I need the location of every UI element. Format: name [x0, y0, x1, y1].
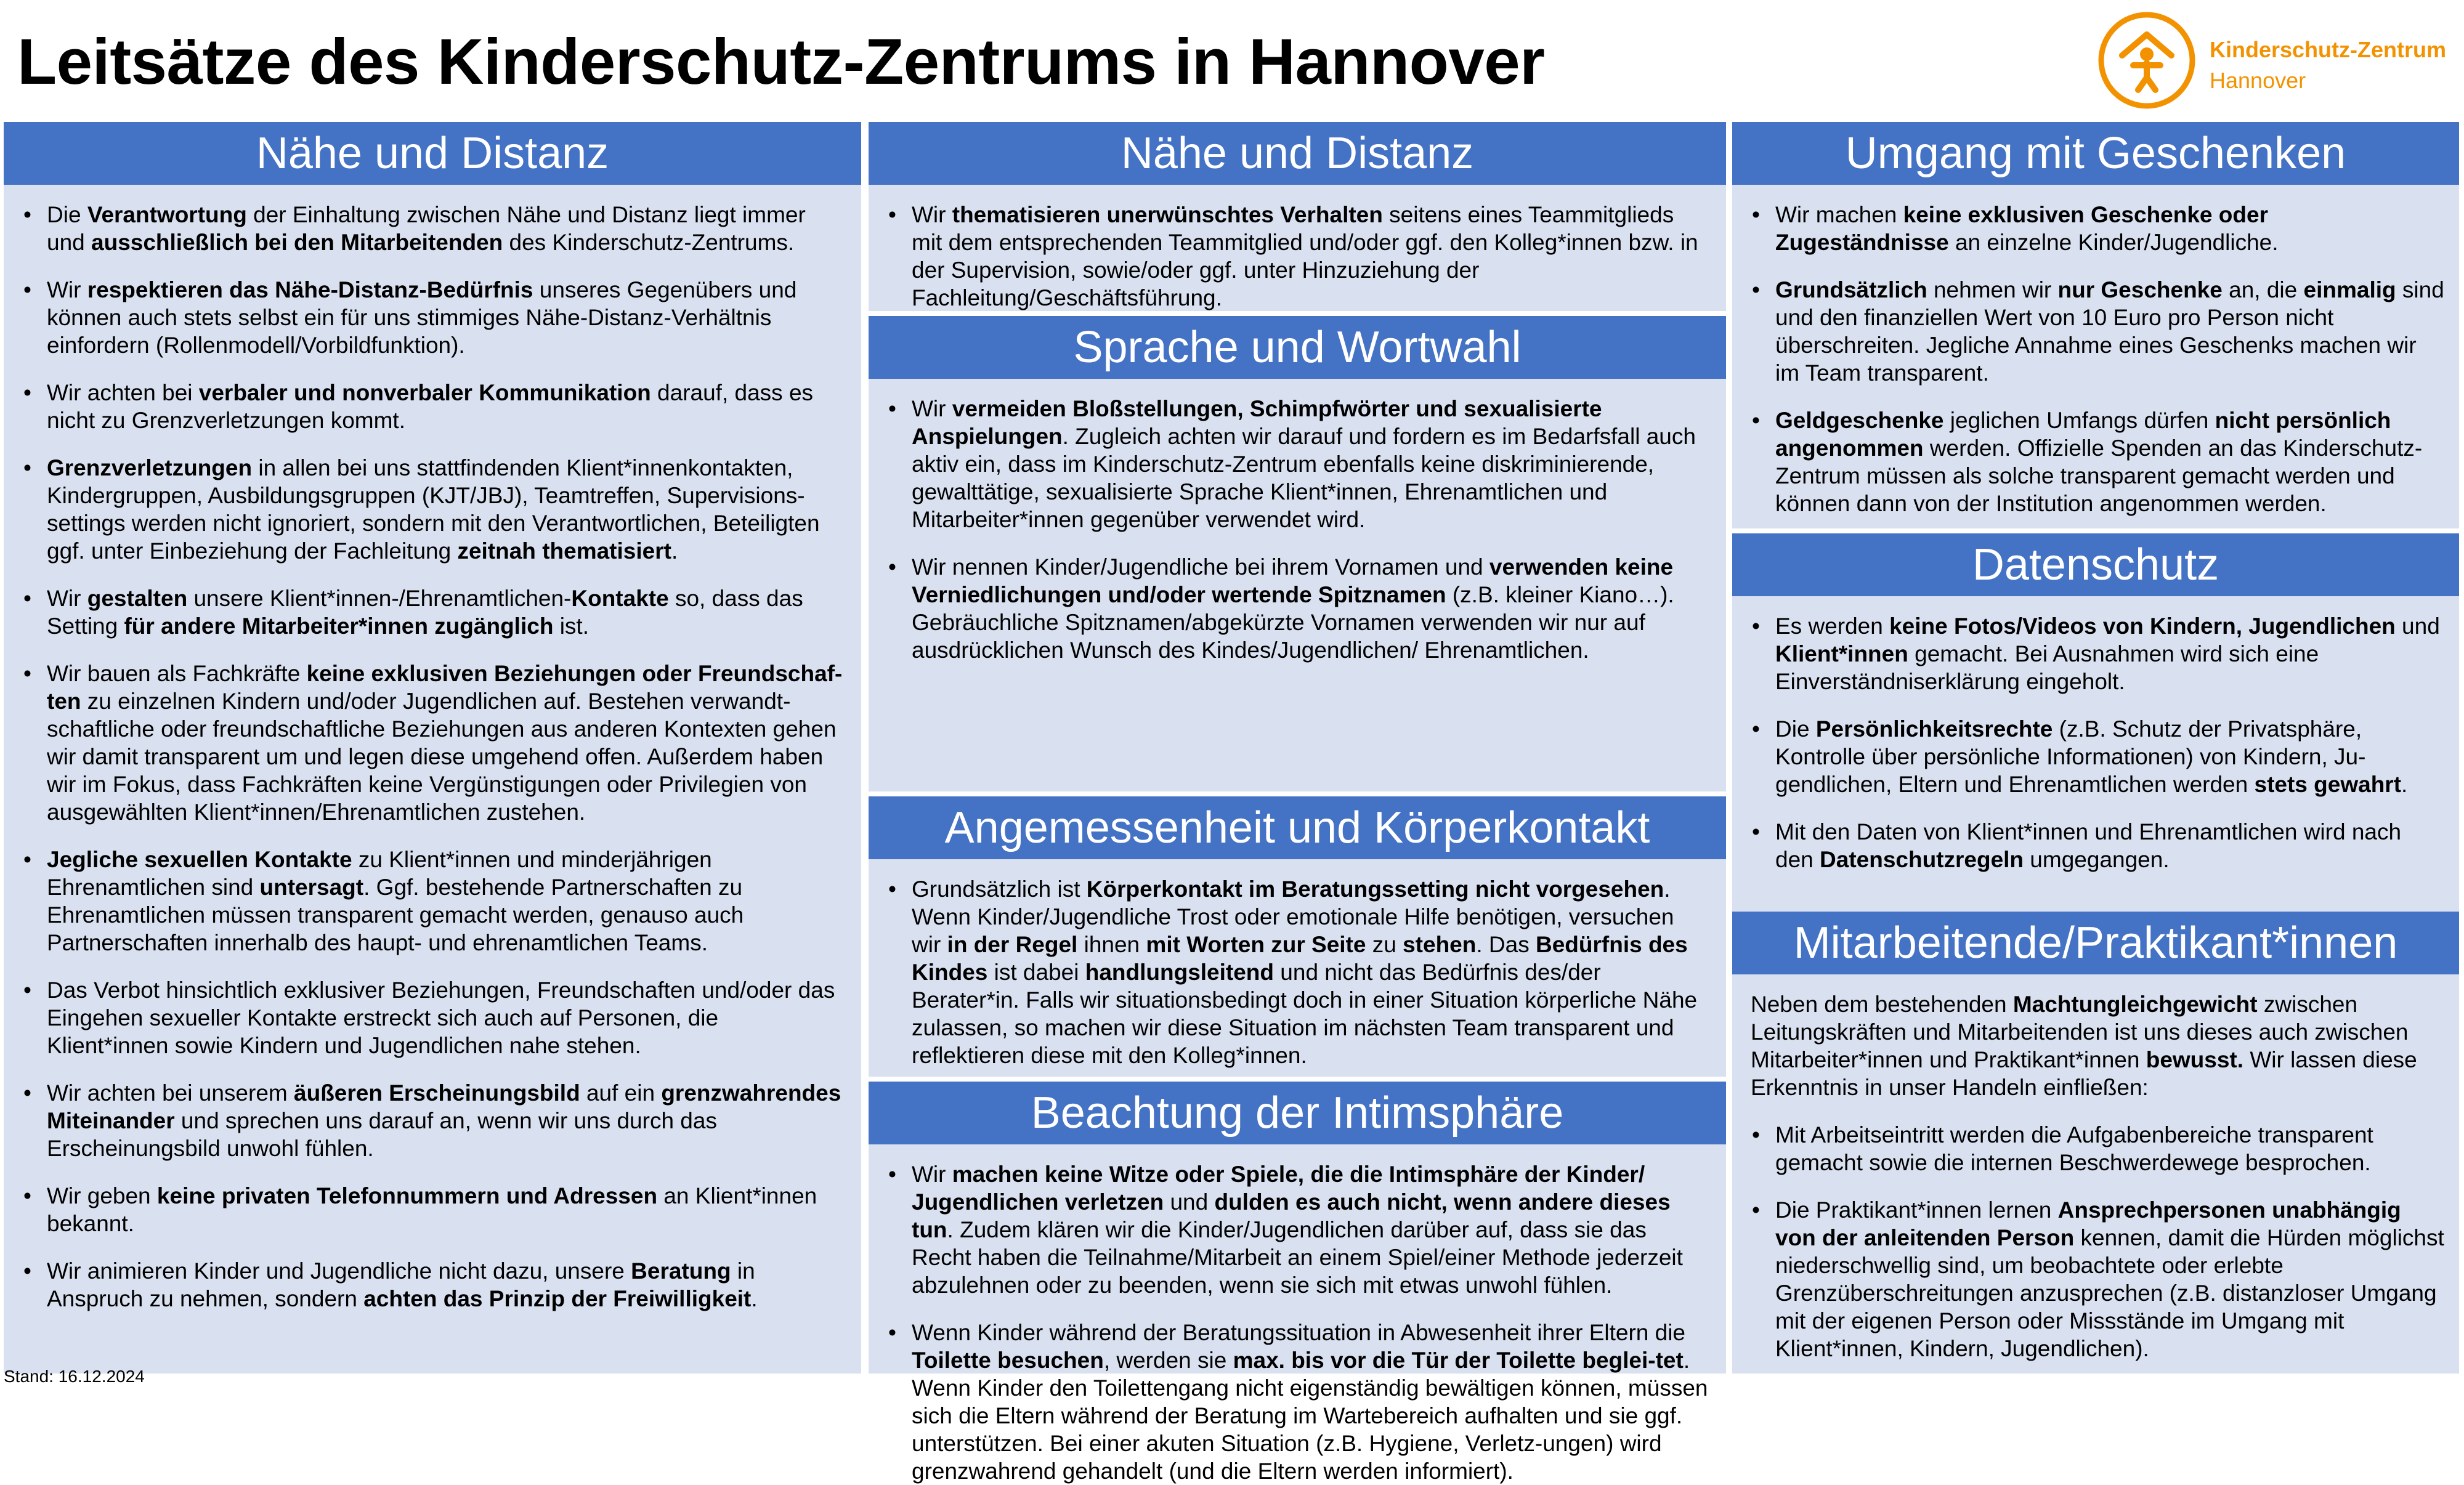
- bullet-list: [887, 875, 1709, 1069]
- body-text: nehmen wir: [1927, 277, 2058, 302]
- body-text: .: [671, 538, 678, 564]
- list-item: [887, 1319, 1709, 1485]
- body-text: Die: [1775, 716, 1816, 742]
- body-text: Grundsätzlich ist: [912, 876, 1087, 902]
- list-item: [1751, 818, 2444, 873]
- section-heading: Nähe und Distanz: [4, 122, 861, 185]
- emphasis-text: verwenden keine Verniedlichungen und/oder wertende Spitznamen: [912, 554, 1674, 607]
- body-text: werden. Offizielle Spenden an das Kinderschutz-Zentrum müssen als solche transparent gemacht werden und können dann von der Institution angenommen werden.: [1775, 435, 2423, 516]
- list-item: [1751, 1121, 2444, 1176]
- body-text: an, die: [2222, 277, 2304, 302]
- section-sprache-wortwahl: [869, 316, 1726, 791]
- column-left: [4, 122, 861, 1374]
- body-text: Wir nennen Kinder/Jugendliche bei ihrem Vornamen und: [912, 554, 1489, 580]
- emphasis-text: respektieren das Nähe-Distanz-Bedürfnis: [87, 277, 533, 302]
- bullet-list: [1751, 1121, 2444, 1362]
- bullet-list: [1751, 201, 2444, 517]
- emphasis-text: keine exklusiven Beziehungen oder Freundschaf-ten: [47, 661, 843, 714]
- emphasis-text: Körperkontakt im Beratungssetting nicht vorgesehen: [1086, 876, 1664, 902]
- emphasis-text: keine Fotos/Videos von Kindern, Jugendlichen: [1889, 613, 2396, 639]
- list-item: [887, 875, 1709, 1069]
- body-text: und nicht das Bedürfnis des/der Berater*in. Falls wir situationsbedingt doch in einer Situation körperliche Nähe zulassen, so machen wir diese Situation im nächsten Team transparent und reflektieren diese mit den Kolleg*innen.: [912, 960, 1698, 1068]
- emphasis-text: Toilette besuchen: [912, 1348, 1104, 1373]
- emphasis-text: für andere Mitarbeiter*innen zugänglich: [124, 613, 554, 639]
- body-text: unsere Klient*innen-/Ehrenamtlichen-: [187, 586, 572, 611]
- body-text: Wir achten bei unserem: [47, 1080, 294, 1106]
- emphasis-text: in der Regel: [947, 932, 1078, 957]
- body-text: Wir: [47, 277, 87, 302]
- body-text: Wir geben: [47, 1183, 157, 1208]
- list-item: [22, 846, 844, 957]
- emphasis-text: Beratung: [631, 1258, 731, 1284]
- section-heading: Mitarbeitende/Praktikant*innen: [1732, 912, 2459, 974]
- list-item: [22, 276, 844, 359]
- list-item: [22, 454, 844, 565]
- body-text: der Einhaltung zwischen Nähe und Distanz liegt immer und: [47, 202, 806, 255]
- body-text: jeglichen Umfangs dürfen: [1943, 408, 2215, 433]
- emphasis-text: äußeren Erscheinungsbild: [294, 1080, 580, 1106]
- emphasis-text: Kontakte: [571, 586, 669, 611]
- list-item: [22, 1079, 844, 1162]
- body-text: Die Praktikant*innen lernen: [1775, 1197, 2058, 1223]
- section-naehe-distanz-2: [869, 122, 1726, 311]
- emphasis-text: Grenzverletzungen: [47, 455, 253, 480]
- emphasis-text: Jegliche sexuellen Kontakte: [47, 847, 352, 872]
- body-text: Wir: [912, 202, 952, 227]
- logo-name: Kinderschutz-Zentrum: [2210, 37, 2447, 62]
- body-text: . Das: [1476, 932, 1536, 957]
- emphasis-text: Verantwortung: [87, 202, 247, 227]
- list-item: [22, 585, 844, 640]
- emphasis-text: Persönlichkeitsrechte: [1815, 716, 2053, 742]
- body-text: an Klient*innen bekannt.: [47, 1183, 817, 1236]
- emphasis-text: nicht persönlich angenommen: [1775, 408, 2391, 461]
- body-text: und: [1164, 1189, 1215, 1215]
- list-item: [1751, 612, 2444, 695]
- body-text: umgegangen.: [2024, 847, 2170, 872]
- body-text: und: [2395, 613, 2440, 639]
- body-text: ist.: [553, 613, 589, 639]
- bullet-list: [1751, 612, 2444, 873]
- list-item: [1751, 1196, 2444, 1362]
- body-text: . Wenn Kinder/Jugendliche Trost oder emotionale Hilfe benötigen, versuchen wir: [912, 876, 1674, 957]
- column-right: [1732, 122, 2459, 1374]
- emphasis-text: Bedürfnis des Kindes: [912, 932, 1688, 985]
- emphasis-text: Grundsätzlich: [1775, 277, 1927, 302]
- emphasis-text: verbaler und nonverbaler Kommunikation: [198, 380, 651, 405]
- emphasis-text: Ansprechpersonen unabhängig von der anleitenden Person: [1775, 1197, 2401, 1250]
- body-text: Wir: [47, 586, 87, 611]
- emphasis-text: machen keine Witze oder Spiele, die die Intimsphäre der Kinder/ Jugendlichen verletzen: [912, 1162, 1645, 1215]
- body-text: (z.B. kleiner Kiano…). Gebräuchliche Spitznamen/abgekürzte Vornamen verwenden wir nur auf ausdrücklichen Wunsch des Kindes/Jugendlichen/ Ehrenamtlichen.: [912, 582, 1674, 663]
- section-naehe-distanz-1: [4, 122, 861, 1374]
- body-text: Wir achten bei: [47, 380, 199, 405]
- body-text: darauf, dass es nicht zu Grenzverletzungen kommt.: [47, 380, 814, 433]
- section-intimsphaere: [869, 1082, 1726, 1484]
- body-text: sind und den finanziellen Wert von 10 Euro pro Person nicht überschreiten. Jegliche Annahme eines Geschenks machen wir im Team transparent.: [1775, 277, 2444, 386]
- emphasis-text: Datenschutzregeln: [1820, 847, 2024, 872]
- section-heading: Datenschutz: [1732, 533, 2459, 596]
- body-text: Wir animieren Kinder und Jugendliche nicht dazu, unsere: [47, 1258, 631, 1284]
- logo-city: Hannover: [2210, 68, 2306, 93]
- section-koerperkontakt: [869, 796, 1726, 1077]
- body-text: . Wenn Kinder den Toilettengang nicht eigenständig bewältigen können, müssen sich die Eltern während der Beratung im Wartebereich aufhalten und sie ggf. unterstützen. Bei einer akuten Situation (z.B. Hygiene, Verletz-ungen) wird grenzwahrend gehandelt (und die Eltern werden informiert).: [912, 1348, 1708, 1484]
- body-text: und sprechen uns darauf an, wenn wir uns durch das Erscheinungsbild unwohl fühlen.: [47, 1108, 717, 1161]
- emphasis-text: bewusst.: [2146, 1047, 2244, 1072]
- column-middle: [869, 122, 1726, 1484]
- body-text: in allen bei uns stattfindenden Klient*innenkontakten, Kindergruppen, Ausbildungsgruppen (KJT/JBJ), Teamtreffen, Supervisions-settings werden nicht ignoriert, sondern mit den Verantwortlichen, Beteiligten ggf. unter Einbeziehung der Fachleitung: [47, 455, 820, 564]
- list-item: [887, 1160, 1709, 1299]
- emphasis-text: max. bis vor die Tür der Toilette beglei-tet: [1233, 1348, 1684, 1373]
- body-text: Mit den Daten von Klient*innen und Ehrenamtlichen wird nach den: [1775, 819, 2402, 872]
- emphasis-text: untersagt: [259, 875, 364, 900]
- body-text: (z.B. Schutz der Privatsphäre, Kontrolle über persönliche Informationen) von Kindern, Ju-gendlichen, Eltern und Ehrenamtlichen werden: [1775, 716, 2366, 797]
- page-title: Leitsätze des Kinderschutz-Zentrums in Hannover: [17, 26, 1545, 98]
- body-text: unseres Gegenübers und können auch stets selbst ein für uns stimmiges Nähe-Distanz-Verhältnis einfordern (Rollenmodell/Vorbildfunktion).: [47, 277, 797, 358]
- body-text: Wir: [912, 1162, 952, 1187]
- list-item: [1751, 715, 2444, 798]
- emphasis-text: Machtungleichgewicht: [2012, 992, 2258, 1017]
- section-mitarbeitende: [1732, 912, 2459, 1374]
- bullet-list: [887, 201, 1709, 312]
- list-item: [887, 395, 1709, 533]
- body-text: . Zudem klären wir die Kinder/Jugendlichen darüber auf, dass sie das Recht haben die Teilnahme/Mitarbeit an einem Spiel/einer Methode jederzeit abzulehnen oder zu beenden, wenn sie sich mit etwas unwohl fühlen.: [912, 1217, 1683, 1298]
- body-text: an einzelne Kinder/Jugendliche.: [1948, 230, 2279, 255]
- body-text: zu einzelnen Kindern und/oder Jugendlichen auf. Bestehen verwandt-schaftliche oder freundschaftliche Beziehungen aus anderen Kontexten gehen wir damit transparent um und legen diese umgehend offen. Außerdem haben wir im Fokus, dass Fachkräften keine Vergünstigungen oder Privilegien von ausgewählten Klient*innen/Ehrenamtlichen zustehen.: [47, 689, 837, 825]
- bullet-list: [887, 1160, 1709, 1485]
- body-text: Wenn Kinder während der Beratungssituation in Abwesenheit ihrer Eltern die: [912, 1320, 1686, 1345]
- section-geschenke: [1732, 122, 2459, 528]
- emphasis-text: ausschließlich bei den Mitarbeitenden: [91, 230, 503, 255]
- emphasis-text: stets gewahrt: [2254, 772, 2402, 797]
- emphasis-text: keine exklusiven Geschenke oder Zugeständnisse: [1775, 202, 2268, 255]
- body-text: Es werden: [1775, 613, 1890, 639]
- house-child-logo-icon: [2097, 11, 2196, 110]
- body-text: Die: [47, 202, 87, 227]
- emphasis-text: zeitnah thematisiert: [457, 538, 671, 564]
- emphasis-text: handlungsleitend: [1085, 960, 1275, 985]
- body-text: ist dabei: [987, 960, 1085, 985]
- list-item: [22, 379, 844, 434]
- section-heading: Sprache und Wortwahl: [869, 316, 1726, 379]
- body-text: Das Verbot hinsichtlich exklusiver Beziehungen, Freundschaften und/oder das Eingehen sexueller Kontakte erstreckt sich auch auf Personen, die Klient*innen sowie Kindern und Jugendlichen nahe stehen.: [47, 977, 835, 1058]
- body-text: seitens eines Teammitglieds mit dem entsprechenden Teammitglied und/oder ggf. den Kolleg*innen bzw. in der Supervision, sowie/oder ggf. unter Hinzuziehung der Fachleitung/Geschäftsführung.: [912, 202, 1698, 310]
- emphasis-text: achten das Prinzip der Freiwilligkeit: [363, 1286, 752, 1311]
- list-item: [22, 201, 844, 256]
- body-text: ihnen: [1077, 932, 1146, 957]
- body-text: des Kinderschutz-Zentrums.: [503, 230, 795, 255]
- emphasis-text: Geldgeschenke: [1775, 408, 1944, 433]
- body-text: so, dass das Setting: [47, 586, 803, 639]
- emphasis-text: einmalig: [2303, 277, 2396, 302]
- emphasis-text: nur Geschenke: [2057, 277, 2223, 302]
- section-heading: Nähe und Distanz: [869, 122, 1726, 185]
- body-text: .: [2401, 772, 2408, 797]
- list-item: [22, 1257, 844, 1313]
- list-item: [1751, 407, 2444, 517]
- body-text: auf ein: [580, 1080, 662, 1106]
- emphasis-text: thematisieren unerwünschtes Verhalten: [952, 202, 1383, 227]
- body-text: . Ggf. bestehende Partnerschaften zu Ehrenamtlichen müssen transparent gemacht werden, genauso auch Partnerschaften innerhalb des haupt- und ehrenamtlichen Teams.: [47, 875, 744, 955]
- body-text: Mit Arbeitseintritt werden die Aufgabenbereiche transparent gemacht sowie die internen Beschwerdewege besprochen.: [1775, 1122, 2373, 1175]
- emphasis-text: keine privaten Telefonnummern und Adressen: [156, 1183, 658, 1208]
- list-item: [1751, 276, 2444, 387]
- emphasis-text: grenzwahrendes Miteinander: [47, 1080, 841, 1133]
- body-text: gemacht. Bei Ausnahmen wird sich eine Einverständniserklärung eingeholt.: [1775, 641, 2319, 694]
- body-text: . Zugleich achten wir darauf und fordern es im Bedarfsfall auch aktiv ein, dass im Kinderschutz-Zentrum ebenfalls keine diskriminierende, gewalttätige, sexualisierte Sprache Klient*innen, Ehrenamtlichen und Mitarbeiter*innen gegenüber verwendet wird.: [912, 424, 1696, 532]
- stand-date: Stand: 16.12.2024: [4, 1367, 145, 1386]
- body-text: , werden sie: [1103, 1348, 1233, 1373]
- emphasis-text: dulden es auch nicht, wenn andere dieses tun: [912, 1189, 1671, 1242]
- list-item: [22, 660, 844, 826]
- body-text: zu Klient*innen und minderjährigen Ehrenamtlichen sind: [47, 847, 712, 900]
- emphasis-text: vermeiden Bloßstellungen, Schimpfwörter und sexualisierte Anspielungen: [912, 396, 1602, 449]
- list-item: [887, 553, 1709, 664]
- body-text: Neben dem bestehenden: [1751, 992, 2013, 1017]
- emphasis-text: mit Worten zur Seite: [1146, 932, 1366, 957]
- bullet-list: [22, 201, 844, 1313]
- emphasis-text: Klient*innen: [1775, 641, 1908, 666]
- emphasis-text: stehen: [1403, 932, 1477, 957]
- section-heading: Beachtung der Intimsphäre: [869, 1082, 1726, 1144]
- list-item: [22, 1182, 844, 1237]
- body-text: Wir: [912, 396, 952, 421]
- section-heading: Angemessenheit und Körperkontakt: [869, 796, 1726, 859]
- logo: [2097, 11, 2455, 110]
- body-text: Wir lassen diese Erkenntnis in unser Handeln einfließen:: [1751, 1047, 2417, 1100]
- body-text: zwischen Leitungskräften und Mitarbeitenden ist uns dieses auch zwischen Mitarbeiter*innen und Praktikant*innen: [1751, 992, 2409, 1072]
- body-text: .: [751, 1286, 758, 1311]
- list-item: [1751, 201, 2444, 256]
- body-text: Wir machen: [1775, 202, 1903, 227]
- bullet-list: [887, 395, 1709, 664]
- intro-paragraph: [1751, 990, 2444, 1101]
- body-text: in Anspruch zu nehmen, sondern: [47, 1258, 755, 1311]
- list-item: [887, 201, 1709, 312]
- section-heading: Umgang mit Geschenken: [1732, 122, 2459, 185]
- list-item: [22, 976, 844, 1059]
- body-text: Wir bauen als Fachkräfte: [47, 661, 307, 686]
- body-text: zu: [1366, 932, 1403, 957]
- body-text: kennen, damit die Hürden möglichst niederschwellig sind, um beobachtete oder erlebte Grenzüberschreitungen anzusprechen (z.B. distanzloser Umgang mit der eigenen Person oder Missstände im Umgang mit Klient*innen, Kindern, Jugendlichen).: [1775, 1225, 2444, 1361]
- emphasis-text: gestalten: [87, 586, 188, 611]
